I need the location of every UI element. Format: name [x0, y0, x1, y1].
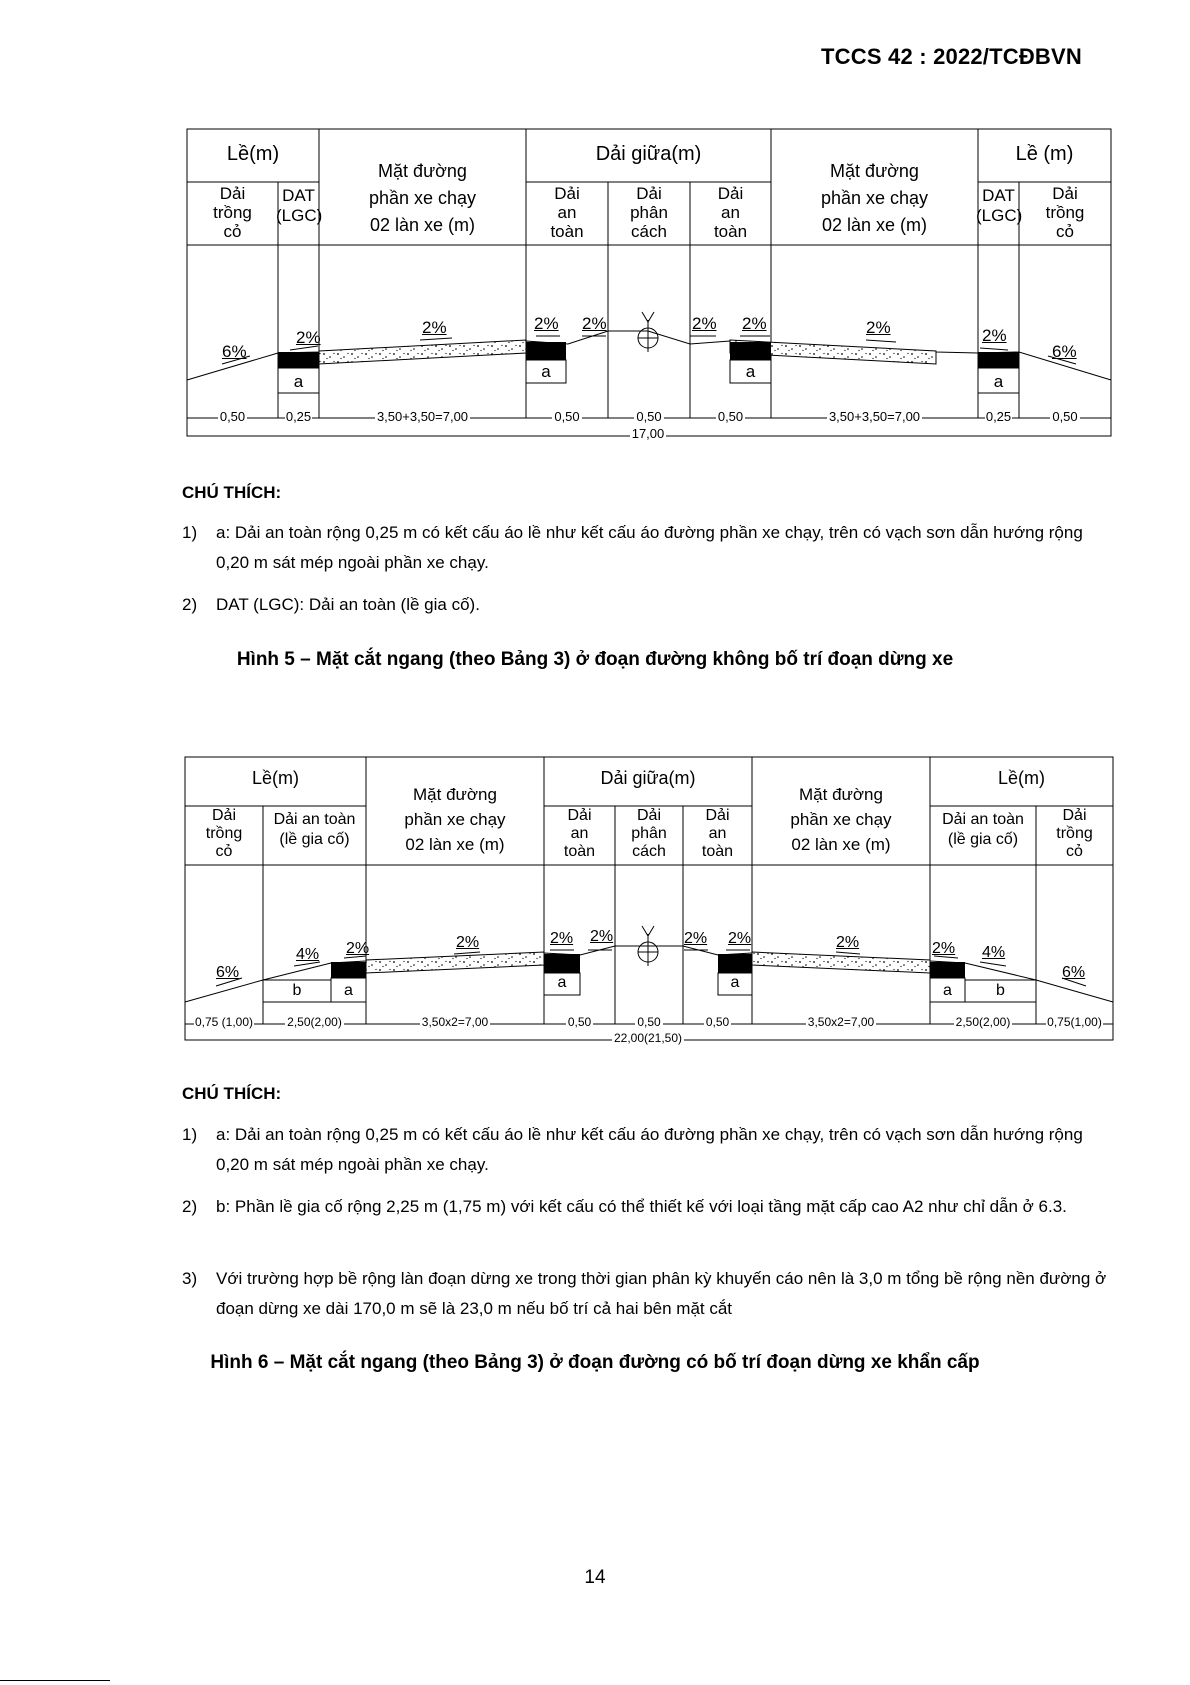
fig5-mat-duong-right: Mặt đường phần xe chạy 02 làn xe (m) — [820, 161, 929, 235]
fig6-le-left: Lề(m) — [251, 768, 299, 788]
fig5-label-a: a — [745, 362, 756, 381]
fig6-dai-giua: Dải giữa(m) — [600, 768, 696, 788]
figure-5-caption: Hình 5 – Mặt cắt ngang (theo Bảng 3) ở đoạn đường không bố trí đoạn dừng xe — [236, 649, 954, 670]
notes-1-item-1: 1) a: Dải an toàn rộng 0,25 m có kết cấu áo lề như kết cấu áo đường phần xe chạy, trên có vạch sơn dẫn hướng rộng 0,20 m sát mép ngoài phần xe chạy. — [182, 523, 1083, 572]
fig5-dai-trong-co-right: Dải trồng cỏ — [1045, 184, 1085, 241]
fig5-slope-2: 2% — [866, 318, 891, 337]
fig5-slope-2: 2% — [742, 314, 767, 333]
fig5-label-a: a — [993, 372, 1004, 391]
figure-6-caption: Hình 6 – Mặt cắt ngang (theo Bảng 3) ở đoạn đường có bố trí đoạn dừng xe khẩn cấp — [210, 1352, 980, 1373]
fig6-label-a: a — [730, 974, 740, 991]
fig6-dai-an-toan-right: Dải an toàn — [701, 807, 734, 860]
fig5-slope-2: 2% — [296, 328, 321, 347]
fig6-label-b: b — [292, 982, 302, 999]
fig5-slope-6-right: 6% — [1052, 342, 1077, 361]
fig6-dim: 0,75(1,00) — [1047, 1015, 1102, 1029]
fig5-label-a: a — [541, 362, 551, 381]
fig6-total-width: 22,00(21,50) — [613, 1031, 683, 1045]
fig6-slope-4-left: 4% — [296, 946, 320, 963]
fig6-dim: 3,50x2=7,00 — [421, 1015, 489, 1029]
fig5-total-width: 17,00 — [631, 426, 665, 441]
fig5-dim: 0,50 — [554, 409, 580, 424]
fig6-slope-2: 2% — [456, 934, 480, 951]
fig5-slope-2: 2% — [534, 314, 559, 333]
fig6-dim: 2,50(2,00) — [955, 1015, 1011, 1029]
fig5-slope-2: 2% — [692, 314, 717, 333]
fig6-label-a: a — [344, 982, 353, 999]
fig5-dim: 0,50 — [219, 409, 246, 424]
fig5-mat-duong-left: Mặt đường phần xe chạy 02 làn xe (m) — [368, 161, 477, 235]
fig6-slope-2: 2% — [728, 930, 752, 947]
fig6-slope-2: 2% — [932, 940, 956, 957]
notes-1-item-2: 2) DAT (LGC): Dải an toàn (lề gia cố). — [182, 595, 480, 614]
fig6-dim: 2,50(2,00) — [287, 1015, 342, 1029]
fig5-label-a: a — [293, 372, 304, 391]
fig5-slope-2: 2% — [582, 314, 607, 333]
notes-2-item-3: 3) Với trường hợp bề rộng làn đoạn dừng xe trong thời gian phân kỳ khuyến cáo nên là 3,0 m tổng bề rộng nền đường ở đoạn dừng xe dài 170,0 m sẽ là 23,0 m nếu bố trí cả hai bên mặt cắt — [182, 1269, 1107, 1318]
fig5-slope-6-left: 6% — [222, 342, 247, 361]
fig6-label-a: a — [557, 974, 567, 991]
fig6-le-right: Lề(m) — [997, 768, 1045, 788]
fig5-dim: 0,25 — [985, 409, 1012, 424]
fig5-dai-giua: Dải giữa(m) — [595, 143, 702, 165]
notes-2-item-1: 1) a: Dải an toàn rộng 0,25 m có kết cấu áo lề như kết cấu áo đường phần xe chạy, trên có vạch sơn dẫn hướng rộng 0,20 m sát mép ngoài phần xe chạy. — [182, 1125, 1083, 1174]
footer-rule — [0, 1680, 110, 1681]
fig6-dai-an-toan-lgc-left: Dải an toàn (lề gia cố) — [273, 811, 356, 848]
fig5-dim: 0,50 — [636, 409, 662, 424]
fig5-dim: 0,25 — [285, 409, 312, 424]
fig5-dim: 3,50+3,50=7,00 — [376, 409, 469, 424]
fig6-mat-duong-left: Mặt đường phần xe chạy 02 làn xe (m) — [404, 785, 506, 854]
fig6-slope-2: 2% — [550, 930, 574, 947]
notes-1-title: CHÚ THÍCH: — [182, 483, 282, 502]
notes-2-title: CHÚ THÍCH: — [182, 1084, 282, 1103]
fig5-dai-an-toan-right: Dải an toàn — [713, 184, 748, 241]
fig6-dai-trong-co-left: Dải trồng cỏ — [205, 807, 243, 860]
fig6-slope-2: 2% — [346, 940, 370, 957]
fig5-dim: 0,50 — [1052, 409, 1078, 424]
fig5-slope-2: 2% — [982, 326, 1007, 345]
fig5-dai-phan-cach: Dải phân cách — [630, 184, 668, 241]
page-number: 14 — [584, 1567, 606, 1588]
fig6-label-b: b — [996, 982, 1005, 999]
fig6-label-a: a — [943, 982, 952, 999]
fig6-dai-an-toan-left: Dải an toàn — [563, 807, 596, 860]
fig6-slope-6-right: 6% — [1062, 964, 1086, 981]
fig6-slope-2: 2% — [836, 934, 860, 951]
fig6-dim: 0,75 (1,00) — [194, 1015, 254, 1029]
fig6-dim: 0,50 — [705, 1015, 730, 1029]
fig5-dim: 0,50 — [717, 409, 744, 424]
fig6-dim: 0,50 — [567, 1015, 592, 1029]
fig6-slope-4-right: 4% — [982, 944, 1006, 961]
fig6-dai-trong-co-right: Dải trồng cỏ — [1056, 807, 1093, 860]
fig6-dim: 0,50 — [637, 1015, 661, 1029]
fig6-slope-6-left: 6% — [216, 964, 240, 981]
fig5-le-left: Lề(m) — [226, 143, 280, 165]
fig6-mat-duong-right: Mặt đường phần xe chạy 02 làn xe (m) — [790, 785, 892, 854]
fig6-dai-an-toan-lgc-right: Dải an toàn (lề gia cố) — [942, 811, 1024, 848]
fig5-dai-trong-co-left: Dải trồng cỏ — [213, 184, 252, 241]
fig5-dai-an-toan-left: Dải an toàn — [550, 184, 584, 241]
fig6-slope-2: 2% — [590, 928, 614, 945]
fig6-dai-phan-cach: Dải phân cách — [631, 807, 667, 860]
fig5-dim: 3,50+3,50=7,00 — [828, 409, 921, 424]
fig6-dim: 3,50x2=7,00 — [807, 1015, 875, 1029]
fig5-dat-lgc-left: DAT (LGC) — [276, 186, 323, 225]
fig6-slope-2: 2% — [684, 930, 708, 947]
fig5-le-right: Lề (m) — [1015, 143, 1074, 165]
document-code: TCCS 42 : 2022/TCĐBVN — [821, 44, 1082, 69]
fig5-slope-2: 2% — [422, 318, 447, 337]
notes-2-item-2: 2) b: Phần lề gia cố rộng 2,25 m (1,75 m) với kết cấu có thể thiết kế với loại tầng mặt cấp cao A2 như chỉ dẫn ở 6.3. — [182, 1197, 1067, 1216]
fig5-dat-lgc-right: DAT (LGC) — [976, 186, 1023, 225]
